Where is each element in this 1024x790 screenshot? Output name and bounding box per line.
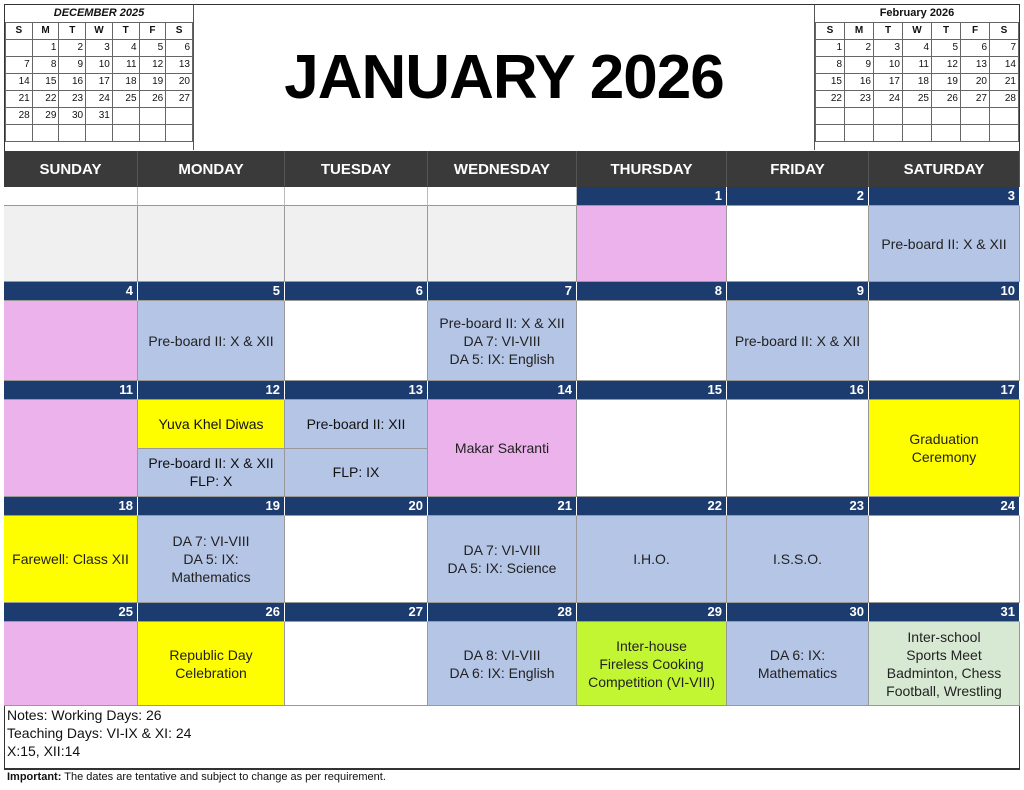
day-number: 14 bbox=[428, 381, 577, 400]
day-number: 2 bbox=[727, 187, 869, 206]
day-number: 13 bbox=[285, 381, 428, 400]
mini-day: 1 bbox=[32, 39, 59, 56]
mini-day bbox=[6, 124, 33, 141]
mini-day: 19 bbox=[139, 73, 166, 90]
mini-day: 13 bbox=[961, 56, 990, 73]
mini-day: 21 bbox=[990, 73, 1019, 90]
month-grid bbox=[4, 151, 1020, 706]
event-cell[interactable]: Farewell: Class XII bbox=[4, 516, 138, 603]
event-cell[interactable]: FLP: IX bbox=[285, 449, 427, 497]
notes-line: Notes: Working Days: 26 bbox=[7, 707, 162, 723]
notes-line: X:15, XII:14 bbox=[7, 743, 81, 759]
mini-weekday-label: M bbox=[32, 22, 59, 39]
day-number: 9 bbox=[727, 282, 869, 301]
day-number: 21 bbox=[428, 497, 577, 516]
mini-day: 30 bbox=[59, 107, 86, 124]
day-number bbox=[285, 187, 428, 206]
mini-week-row bbox=[6, 39, 193, 56]
mini-week-row bbox=[816, 73, 1019, 90]
mini-day: 10 bbox=[86, 56, 113, 73]
event-cell[interactable]: Makar Sakranti bbox=[428, 400, 577, 497]
mini-day: 15 bbox=[816, 73, 845, 90]
mini-weekday-label: W bbox=[86, 22, 113, 39]
mini-day bbox=[32, 124, 59, 141]
day-number: 5 bbox=[138, 282, 285, 301]
mini-week-row bbox=[6, 107, 193, 124]
mini-day bbox=[961, 124, 990, 141]
mini-day: 7 bbox=[6, 56, 33, 73]
mini-calendar-february bbox=[815, 5, 1019, 142]
mini-day: 17 bbox=[874, 73, 903, 90]
day-cells-row bbox=[4, 206, 1020, 282]
event-cell[interactable]: Pre-board II: X & XII bbox=[869, 206, 1020, 282]
mini-day bbox=[166, 124, 193, 141]
day-number: 3 bbox=[869, 187, 1020, 206]
mini-week-row bbox=[6, 90, 193, 107]
day-number: 16 bbox=[727, 381, 869, 400]
mini-day bbox=[845, 107, 874, 124]
event-cell[interactable]: DA 7: VI-VIII DA 5: IX: Science bbox=[428, 516, 577, 603]
mini-weekday-label: M bbox=[845, 22, 874, 39]
day-number: 6 bbox=[285, 282, 428, 301]
mini-day: 13 bbox=[166, 56, 193, 73]
day-number: 11 bbox=[4, 381, 138, 400]
important-footer bbox=[4, 768, 1020, 785]
mini-day bbox=[845, 124, 874, 141]
mini-day: 3 bbox=[86, 39, 113, 56]
week-row bbox=[4, 603, 1020, 706]
day-number: 23 bbox=[727, 497, 869, 516]
day-cell[interactable] bbox=[727, 206, 869, 282]
mini-day: 21 bbox=[6, 90, 33, 107]
mini-day: 25 bbox=[112, 90, 139, 107]
mini-day bbox=[139, 107, 166, 124]
mini-weekday-label: S bbox=[816, 22, 845, 39]
mini-day: 5 bbox=[139, 39, 166, 56]
mini-day bbox=[112, 124, 139, 141]
mini-day: 5 bbox=[932, 39, 961, 56]
mini-day bbox=[961, 107, 990, 124]
event-cell[interactable]: Inter-house Fireless Cooking Competition (VI-VIII) bbox=[577, 622, 727, 706]
mini-day: 4 bbox=[903, 39, 932, 56]
day-cell[interactable] bbox=[285, 206, 428, 282]
day-number: 28 bbox=[428, 603, 577, 622]
day-number: 12 bbox=[138, 381, 285, 400]
mini-week-row bbox=[816, 124, 1019, 141]
event-cell[interactable]: Pre-board II: X & XII FLP: X bbox=[138, 449, 284, 497]
mini-day: 24 bbox=[86, 90, 113, 107]
mini-month-title: February 2026 bbox=[816, 5, 1019, 22]
mini-calendar-december bbox=[5, 5, 193, 142]
day-number: 8 bbox=[577, 282, 727, 301]
event-cell[interactable]: Pre-board II: XII bbox=[285, 400, 427, 449]
mini-day: 10 bbox=[874, 56, 903, 73]
event-cell[interactable]: Graduation Ceremony bbox=[869, 400, 1020, 497]
mini-day: 22 bbox=[816, 90, 845, 107]
day-cell[interactable] bbox=[577, 400, 727, 497]
day-number: 29 bbox=[577, 603, 727, 622]
mini-day bbox=[112, 107, 139, 124]
mini-day: 4 bbox=[112, 39, 139, 56]
mini-day: 9 bbox=[845, 56, 874, 73]
mini-day: 8 bbox=[32, 56, 59, 73]
mini-day: 23 bbox=[845, 90, 874, 107]
mini-day bbox=[903, 107, 932, 124]
day-number: 1 bbox=[577, 187, 727, 206]
mini-day: 27 bbox=[961, 90, 990, 107]
day-number: 24 bbox=[869, 497, 1020, 516]
notes-line: Teaching Days: VI-IX & XI: 24 bbox=[7, 725, 192, 741]
mini-day: 16 bbox=[59, 73, 86, 90]
mini-day: 28 bbox=[990, 90, 1019, 107]
mini-day bbox=[816, 107, 845, 124]
event-cell[interactable]: Yuva Khel Diwas bbox=[138, 400, 284, 449]
mini-weekday-label: S bbox=[6, 22, 33, 39]
mini-day: 1 bbox=[816, 39, 845, 56]
week-row bbox=[4, 187, 1020, 282]
mini-day: 26 bbox=[139, 90, 166, 107]
event-cell[interactable]: Pre-board II: X & XII DA 7: VI-VIII DA 5: IX: English bbox=[428, 301, 577, 381]
day-number: 19 bbox=[138, 497, 285, 516]
day-cell[interactable] bbox=[285, 301, 428, 381]
mini-weekday-row bbox=[816, 22, 1019, 39]
mini-weekday-label: T bbox=[932, 22, 961, 39]
mini-weekday-label: T bbox=[59, 22, 86, 39]
mini-week-row bbox=[816, 56, 1019, 73]
mini-week-row bbox=[816, 39, 1019, 56]
mini-day bbox=[990, 124, 1019, 141]
mini-day: 25 bbox=[903, 90, 932, 107]
mini-day: 18 bbox=[112, 73, 139, 90]
day-cells-row bbox=[4, 400, 1020, 497]
day-cell-split[interactable] bbox=[285, 400, 428, 497]
mini-day: 2 bbox=[59, 39, 86, 56]
mini-day bbox=[166, 107, 193, 124]
mini-weekday-label: F bbox=[961, 22, 990, 39]
mini-day: 20 bbox=[961, 73, 990, 90]
mini-day: 6 bbox=[166, 39, 193, 56]
day-number-row bbox=[4, 282, 1020, 301]
day-number-row bbox=[4, 497, 1020, 516]
mini-day bbox=[932, 107, 961, 124]
day-number: 7 bbox=[428, 282, 577, 301]
mini-day: 26 bbox=[932, 90, 961, 107]
mini-day: 19 bbox=[932, 73, 961, 90]
day-number: 4 bbox=[4, 282, 138, 301]
day-cell[interactable] bbox=[4, 301, 138, 381]
event-cell[interactable]: Inter-school Sports Meet Badminton, Chess Football, Wrestling bbox=[869, 622, 1020, 706]
day-number: 30 bbox=[727, 603, 869, 622]
mini-week-row bbox=[816, 90, 1019, 107]
mini-day bbox=[59, 124, 86, 141]
mini-day: 2 bbox=[845, 39, 874, 56]
mini-day: 14 bbox=[990, 56, 1019, 73]
day-cells-row bbox=[4, 622, 1020, 706]
event-cell[interactable]: I.H.O. bbox=[577, 516, 727, 603]
mini-weekday-label: F bbox=[139, 22, 166, 39]
mini-day: 27 bbox=[166, 90, 193, 107]
mini-day bbox=[139, 124, 166, 141]
mini-day bbox=[6, 39, 33, 56]
event-cell[interactable]: DA 8: VI-VIII DA 6: IX: English bbox=[428, 622, 577, 706]
day-number: 22 bbox=[577, 497, 727, 516]
day-number bbox=[138, 187, 285, 206]
day-cell[interactable] bbox=[285, 622, 428, 706]
day-number: 10 bbox=[869, 282, 1020, 301]
mini-day: 11 bbox=[903, 56, 932, 73]
day-number: 31 bbox=[869, 603, 1020, 622]
weekday-label: MONDAY bbox=[138, 151, 285, 187]
day-cell[interactable] bbox=[138, 206, 285, 282]
page-title: JANUARY 2026 bbox=[284, 43, 724, 112]
mini-day: 18 bbox=[903, 73, 932, 90]
day-number-row bbox=[4, 381, 1020, 400]
mini-day: 23 bbox=[59, 90, 86, 107]
day-cells-row bbox=[4, 516, 1020, 603]
day-cell[interactable] bbox=[428, 206, 577, 282]
mini-day: 17 bbox=[86, 73, 113, 90]
mini-day: 12 bbox=[932, 56, 961, 73]
mini-day bbox=[874, 124, 903, 141]
day-cell[interactable] bbox=[4, 622, 138, 706]
mini-day bbox=[903, 124, 932, 141]
mini-day: 28 bbox=[6, 107, 33, 124]
weekday-label: FRIDAY bbox=[727, 151, 869, 187]
mini-week-row bbox=[6, 124, 193, 141]
mini-day: 29 bbox=[32, 107, 59, 124]
day-cell[interactable] bbox=[869, 516, 1020, 603]
mini-month-title: DECEMBER 2025 bbox=[6, 5, 193, 22]
mini-day bbox=[990, 107, 1019, 124]
mini-day: 6 bbox=[961, 39, 990, 56]
week-row bbox=[4, 282, 1020, 381]
day-cell[interactable] bbox=[4, 206, 138, 282]
day-number bbox=[428, 187, 577, 206]
mini-day: 22 bbox=[32, 90, 59, 107]
mini-weekday-label: S bbox=[166, 22, 193, 39]
mini-day bbox=[932, 124, 961, 141]
mini-month-title-row bbox=[816, 5, 1019, 22]
week-row bbox=[4, 381, 1020, 497]
mini-month-title-row bbox=[6, 5, 193, 22]
mini-day: 20 bbox=[166, 73, 193, 90]
weekday-label: SATURDAY bbox=[869, 151, 1020, 187]
event-cell[interactable]: Pre-board II: X & XII bbox=[138, 301, 285, 381]
day-cell[interactable] bbox=[577, 206, 727, 282]
day-number: 15 bbox=[577, 381, 727, 400]
event-cell[interactable]: Pre-board II: X & XII bbox=[727, 301, 869, 381]
mini-week-row bbox=[6, 56, 193, 73]
notes bbox=[7, 706, 191, 760]
day-number: 26 bbox=[138, 603, 285, 622]
day-number: 27 bbox=[285, 603, 428, 622]
weekday-header bbox=[4, 151, 1020, 187]
day-cell[interactable] bbox=[4, 400, 138, 497]
mini-day: 3 bbox=[874, 39, 903, 56]
day-number-row bbox=[4, 187, 1020, 206]
mini-day: 15 bbox=[32, 73, 59, 90]
mini-day: 16 bbox=[845, 73, 874, 90]
day-number: 18 bbox=[4, 497, 138, 516]
day-cell[interactable] bbox=[727, 400, 869, 497]
day-number-row bbox=[4, 603, 1020, 622]
mini-day: 14 bbox=[6, 73, 33, 90]
weekday-label: TUESDAY bbox=[285, 151, 428, 187]
mini-week-row bbox=[816, 107, 1019, 124]
weekday-label: WEDNESDAY bbox=[428, 151, 577, 187]
mini-weekday-label: T bbox=[874, 22, 903, 39]
event-cell[interactable]: DA 6: IX: Mathematics bbox=[727, 622, 869, 706]
day-number: 17 bbox=[869, 381, 1020, 400]
event-cell[interactable]: DA 7: VI-VIII DA 5: IX: Mathematics bbox=[138, 516, 285, 603]
important-label: Important: bbox=[7, 771, 62, 783]
mini-weekday-label: T bbox=[112, 22, 139, 39]
day-number: 20 bbox=[285, 497, 428, 516]
mini-day bbox=[874, 107, 903, 124]
mini-day: 12 bbox=[139, 56, 166, 73]
mini-week-row bbox=[6, 73, 193, 90]
mini-day: 9 bbox=[59, 56, 86, 73]
important-text: The dates are tentative and subject to change as per requirement. bbox=[64, 771, 386, 783]
mini-day: 8 bbox=[816, 56, 845, 73]
day-cell[interactable] bbox=[285, 516, 428, 603]
mini-weekday-label: W bbox=[903, 22, 932, 39]
weeks-container bbox=[4, 187, 1020, 706]
mini-weekday-row bbox=[6, 22, 193, 39]
day-cell-split[interactable] bbox=[138, 400, 285, 497]
event-cell[interactable]: Republic Day Celebration bbox=[138, 622, 285, 706]
mini-day bbox=[816, 124, 845, 141]
day-cell[interactable] bbox=[577, 301, 727, 381]
divider bbox=[193, 5, 194, 150]
day-cells-row bbox=[4, 301, 1020, 381]
mini-day: 7 bbox=[990, 39, 1019, 56]
weekday-label: THURSDAY bbox=[577, 151, 727, 187]
mini-weekday-label: S bbox=[990, 22, 1019, 39]
mini-day bbox=[86, 124, 113, 141]
day-number bbox=[4, 187, 138, 206]
weekday-label: SUNDAY bbox=[4, 151, 138, 187]
mini-day: 24 bbox=[874, 90, 903, 107]
divider bbox=[814, 5, 815, 150]
mini-day: 11 bbox=[112, 56, 139, 73]
event-cell[interactable]: I.S.S.O. bbox=[727, 516, 869, 603]
mini-day: 31 bbox=[86, 107, 113, 124]
day-number: 25 bbox=[4, 603, 138, 622]
week-row bbox=[4, 497, 1020, 603]
day-cell[interactable] bbox=[869, 301, 1020, 381]
